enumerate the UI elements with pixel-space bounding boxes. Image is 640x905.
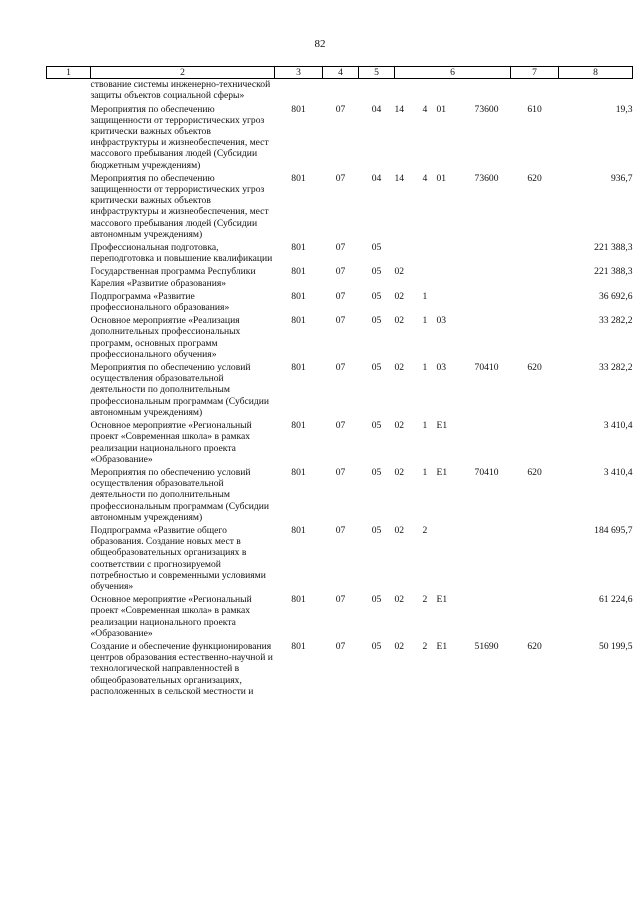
table-body [47, 79, 633, 699]
row-code-cell-c3: 801 [291, 103, 306, 115]
row-code-cell-c4: 07 [335, 420, 346, 432]
row-code-cell-c6a: 02 [394, 362, 405, 374]
row-name-cell: ствование системы инженерно-технической защиты объектов социальной сферы» [90, 79, 271, 102]
row-code-cell-c5: 05 [371, 242, 382, 254]
row-code-cell-c6c [437, 242, 463, 266]
row-code-cell-c4: 07 [335, 524, 346, 536]
row-code-cell-c8: 33 282,2 [598, 315, 633, 327]
row-code-cell-c4: 07 [335, 103, 346, 115]
row-name-cell: Государственная программа Республики Карелия «Развитие образования» [90, 266, 256, 289]
table-row [47, 641, 633, 699]
row-code-cell-c7 [511, 315, 559, 362]
row-number-cell [47, 362, 91, 420]
row-code-cell-c6a: 02 [394, 640, 405, 652]
row-code-cell-c6c: 03 [436, 315, 447, 327]
row-number-cell [47, 641, 91, 699]
row-code-cell-c7: 620 [527, 172, 542, 184]
row-code-cell-c5: 04 [371, 172, 382, 184]
row-number-cell [47, 291, 91, 315]
row-code-cell-c6b: 1 [422, 315, 428, 327]
row-name-cell: Создание и обеспечение функционирования центров образования естественно-научной и технологической направленностей в общеобразовательных организациях, расположенных в сельской местности и [90, 640, 273, 697]
row-number-cell [47, 420, 91, 467]
row-code-cell-c3: 801 [291, 524, 306, 536]
row-code-cell-c8: 936,7 [610, 172, 633, 184]
row-name-cell: Мероприятия по обеспечению условий осуществления образовательной деятельности по дополнительным профессиональным программам (Субсидии автономным учреждениям) [90, 362, 270, 418]
row-name-cell: Мероприятия по обеспечению условий осуществления образовательной деятельности по дополнительным профессиональным программам (Субсидии автономным учреждениям) [90, 466, 270, 523]
row-name-cell: Мероприятия по обеспечению защищенности от террористических угроз критически важных объектов инфраструктуры и жизнеобеспечения, мест массового пребывания людей (Субсидии автономным учреждениям) [90, 172, 269, 240]
row-code-cell-c7: 620 [527, 640, 542, 652]
row-code-cell-c6c: E1 [436, 640, 448, 652]
row-code-cell-c6b: 2 [422, 640, 428, 652]
row-code-cell-c3: 801 [291, 315, 306, 327]
row-code-cell-c6c: 03 [436, 362, 447, 374]
row-code-cell-c4: 07 [335, 362, 346, 374]
row-number-cell [47, 525, 91, 594]
row-name-cell: Профессиональная подготовка, переподготовка и повышение квалификации [90, 242, 273, 265]
table-row [47, 467, 633, 525]
row-code-cell-c8: 184 695,7 [594, 524, 633, 536]
row-code-cell-c7: 620 [527, 466, 542, 478]
row-code-cell-c6d [463, 242, 511, 266]
row-code-cell-c6d [463, 315, 511, 362]
row-code-cell-c5: 05 [371, 266, 382, 278]
row-code-cell-c5: 05 [371, 466, 382, 478]
table-row [47, 173, 633, 242]
row-code-cell-c6d [463, 420, 511, 467]
row-code-cell-c6d [463, 525, 511, 594]
table-row [47, 420, 633, 467]
row-code-cell-c6b: 1 [422, 466, 428, 478]
row-code-cell-c6d: 51690 [474, 640, 499, 652]
budget-table [46, 66, 633, 699]
row-code-cell-c3: 801 [291, 172, 306, 184]
table-row [47, 242, 633, 266]
row-code-cell-c6a [395, 79, 423, 104]
row-code-cell-c6c: E1 [436, 466, 448, 478]
column-header-6: 6 [395, 67, 511, 79]
row-code-cell-c8: 36 692,6 [598, 290, 633, 302]
column-header-3: 3 [275, 67, 323, 79]
column-header-7: 7 [511, 67, 559, 79]
row-number-cell [47, 467, 91, 525]
row-code-cell-c5: 05 [371, 362, 382, 374]
row-code-cell-c6a: 02 [394, 315, 405, 327]
row-code-cell-c3: 801 [291, 594, 306, 606]
row-code-cell-c3: 801 [291, 466, 306, 478]
row-code-cell-c3 [275, 79, 323, 104]
row-code-cell-c6b: 4 [422, 172, 428, 184]
row-number-cell [47, 173, 91, 242]
row-code-cell-c4: 07 [335, 466, 346, 478]
row-code-cell-c7 [511, 266, 559, 290]
row-code-cell-c5: 05 [371, 594, 382, 606]
table-row [47, 594, 633, 641]
row-code-cell-c6b: 4 [422, 103, 428, 115]
row-code-cell-c6b [423, 79, 437, 104]
row-code-cell-c6b [423, 242, 437, 266]
row-code-cell-c4: 07 [335, 640, 346, 652]
row-code-cell-c7: 610 [527, 103, 542, 115]
row-code-cell-c4: 07 [335, 594, 346, 606]
row-code-cell-c8: 3 410,4 [603, 466, 633, 478]
row-code-cell-c8: 61 224,6 [598, 594, 633, 606]
row-code-cell-c5 [359, 79, 395, 104]
row-code-cell-c6a: 02 [394, 266, 405, 278]
row-code-cell-c6a: 02 [394, 290, 405, 302]
row-code-cell-c5: 05 [371, 420, 382, 432]
row-code-cell-c6c: E1 [436, 420, 448, 432]
row-code-cell-c4: 07 [335, 266, 346, 278]
row-code-cell-c7 [511, 594, 559, 641]
row-name-cell: Подпрограмма «Развитие профессионального образования» [90, 290, 230, 314]
row-code-cell-c6d: 73600 [474, 103, 499, 115]
row-number-cell [47, 594, 91, 641]
row-code-cell-c6c: E1 [436, 594, 448, 606]
row-code-cell-c6c: 01 [436, 172, 447, 184]
row-code-cell-c8: 221 388,3 [594, 266, 633, 278]
row-name-cell: Основное мероприятие «Реализация дополнительных профессиональных программ, основных программ профессионального обучения» [90, 315, 241, 360]
row-code-cell-c4: 07 [335, 172, 346, 184]
row-code-cell-c8: 3 410,4 [603, 420, 633, 432]
row-code-cell-c4: 07 [335, 242, 346, 254]
row-name-cell: Основное мероприятие «Региональный проект «Современная школа» в рамках реализации национального проекта «Образование» [90, 420, 252, 465]
row-code-cell-c5: 05 [371, 315, 382, 327]
row-code-cell-c6d: 70410 [474, 362, 499, 374]
row-code-cell-c5: 05 [371, 524, 382, 536]
row-code-cell-c6a: 02 [394, 466, 405, 478]
row-code-cell-c6d: 73600 [474, 172, 499, 184]
row-number-cell [47, 79, 91, 104]
row-code-cell-c8 [559, 79, 633, 104]
table-row [47, 104, 633, 173]
row-code-cell-c6d: 70410 [474, 466, 499, 478]
row-code-cell-c6b: 2 [422, 594, 428, 606]
table-row [47, 266, 633, 290]
row-code-cell-c8: 221 388,3 [594, 242, 633, 254]
table-row [47, 79, 633, 104]
row-code-cell-c7 [511, 525, 559, 594]
row-code-cell-c8: 19,3 [615, 103, 633, 115]
row-code-cell-c7: 620 [527, 362, 542, 374]
row-code-cell-c6a: 14 [394, 172, 405, 184]
column-header-2: 2 [91, 67, 275, 79]
row-code-cell-c3: 801 [291, 420, 306, 432]
row-code-cell-c6d [463, 266, 511, 290]
row-code-cell-c7 [511, 242, 559, 266]
table-row [47, 362, 633, 420]
row-code-cell-c6c [437, 266, 463, 290]
page-number: 82 [314, 38, 326, 50]
row-code-cell-c3: 801 [291, 362, 306, 374]
row-number-cell [47, 315, 91, 362]
row-code-cell-c6c [437, 79, 463, 104]
row-name-cell: Мероприятия по обеспечению защищенности от террористических угроз критически важных объектов инфраструктуры и жизнеобеспечения, мест массового пребывания людей (Субсидии бюджетным учреждениям) [90, 103, 269, 171]
row-code-cell-c6a: 02 [394, 420, 405, 432]
table-row [47, 525, 633, 594]
row-code-cell-c6b [423, 266, 437, 290]
table-row [47, 291, 633, 315]
row-code-cell-c6b: 2 [422, 524, 428, 536]
row-code-cell-c3: 801 [291, 640, 306, 652]
row-code-cell-c6c [437, 291, 463, 315]
row-code-cell-c5: 05 [371, 640, 382, 652]
row-code-cell-c7 [511, 291, 559, 315]
row-code-cell-c6d [463, 291, 511, 315]
row-name-cell: Основное мероприятие «Региональный проект «Современная школа» в рамках реализации национального проекта «Образование» [90, 594, 252, 639]
row-code-cell-c8: 33 282,2 [598, 362, 633, 374]
row-code-cell-c7 [511, 420, 559, 467]
row-code-cell-c3: 801 [291, 242, 306, 254]
row-code-cell-c5: 04 [371, 103, 382, 115]
row-code-cell-c7 [511, 79, 559, 104]
row-code-cell-c3: 801 [291, 266, 306, 278]
row-number-cell [47, 266, 91, 290]
table-row [47, 315, 633, 362]
row-code-cell-c4 [323, 79, 359, 104]
row-code-cell-c6d [463, 79, 511, 104]
row-code-cell-c6b: 1 [422, 420, 428, 432]
row-code-cell-c3: 801 [291, 290, 306, 302]
column-header-5: 5 [359, 67, 395, 79]
row-code-cell-c6b: 1 [422, 362, 428, 374]
row-number-cell [47, 104, 91, 173]
row-code-cell-c6a: 02 [394, 524, 405, 536]
column-header-1: 1 [47, 67, 91, 79]
header-row [47, 67, 633, 79]
row-code-cell-c5: 05 [371, 290, 382, 302]
row-code-cell-c6c: 01 [436, 103, 447, 115]
row-code-cell-c6a: 02 [394, 594, 405, 606]
row-code-cell-c6c [437, 525, 463, 594]
row-name-cell: Подпрограмма «Развитие общего образования. Создание новых мест в общеобразовательных организациях в соответствии с прогнозируемой потребностью и современными условиями обучения» [90, 524, 266, 592]
row-code-cell-c6b: 1 [422, 290, 428, 302]
row-code-cell-c8: 50 199,5 [598, 640, 633, 652]
row-code-cell-c6d [463, 594, 511, 641]
column-header-8: 8 [559, 67, 633, 79]
row-code-cell-c4: 07 [335, 315, 346, 327]
row-code-cell-c4: 07 [335, 290, 346, 302]
row-number-cell [47, 242, 91, 266]
column-header-4: 4 [323, 67, 359, 79]
row-code-cell-c6a [395, 242, 423, 266]
row-code-cell-c6a: 14 [394, 103, 405, 115]
